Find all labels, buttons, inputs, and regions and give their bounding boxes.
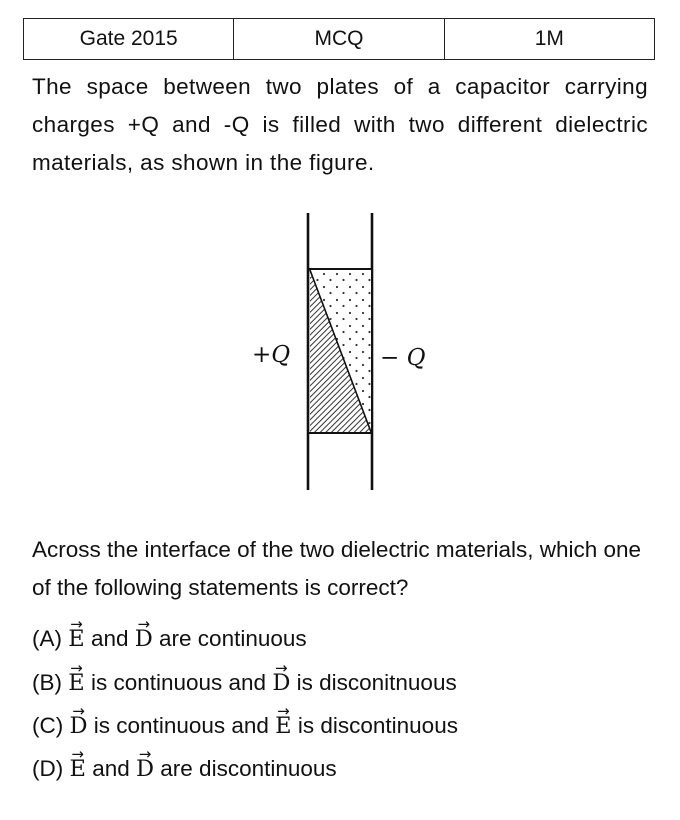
positive-charge-label: +Q xyxy=(252,342,291,368)
option-label: (D) xyxy=(32,756,70,781)
e-vector-symbol: → E xyxy=(68,665,84,701)
e-vector-symbol: → E xyxy=(275,708,291,744)
d-vector-symbol: → D xyxy=(70,708,88,744)
option-b[interactable] xyxy=(32,665,457,701)
option-text: is disconitnuous xyxy=(290,670,457,695)
d-vector-symbol: → D xyxy=(136,751,154,787)
e-vector-symbol: → E xyxy=(70,751,86,787)
option-d[interactable] xyxy=(32,751,337,787)
d-vector-symbol: → D xyxy=(272,665,290,701)
option-text: and xyxy=(84,626,135,651)
marks-cell: 1M xyxy=(444,19,654,60)
option-label: (C) xyxy=(32,713,70,738)
capacitor-figure xyxy=(230,205,460,505)
header-table xyxy=(23,18,655,60)
exam-cell: Gate 2015 xyxy=(24,19,234,60)
question-intro: The space between two plates of a capacitor carrying charges +Q and -Q is filled with two different dielectric materials, as shown in the figure. xyxy=(32,74,648,175)
option-label: (B) xyxy=(32,670,69,695)
question-type-cell: MCQ xyxy=(234,19,444,60)
option-label: (A) xyxy=(32,626,69,651)
option-text: is continuous and xyxy=(87,713,276,738)
e-vector-symbol: → E xyxy=(68,621,84,657)
negative-charge-label: − Q xyxy=(380,345,426,371)
d-vector-symbol: → D xyxy=(135,621,153,657)
option-text: are discontinuous xyxy=(154,756,337,781)
question-prompt: Across the interface of the two dielectric materials, which one of the following statements is correct? xyxy=(32,537,642,600)
option-c[interactable] xyxy=(32,708,458,744)
option-text: is continuous and xyxy=(84,670,273,695)
option-text: is discontinuous xyxy=(291,713,458,738)
option-text: and xyxy=(85,756,136,781)
option-text: are continuous xyxy=(152,626,307,651)
